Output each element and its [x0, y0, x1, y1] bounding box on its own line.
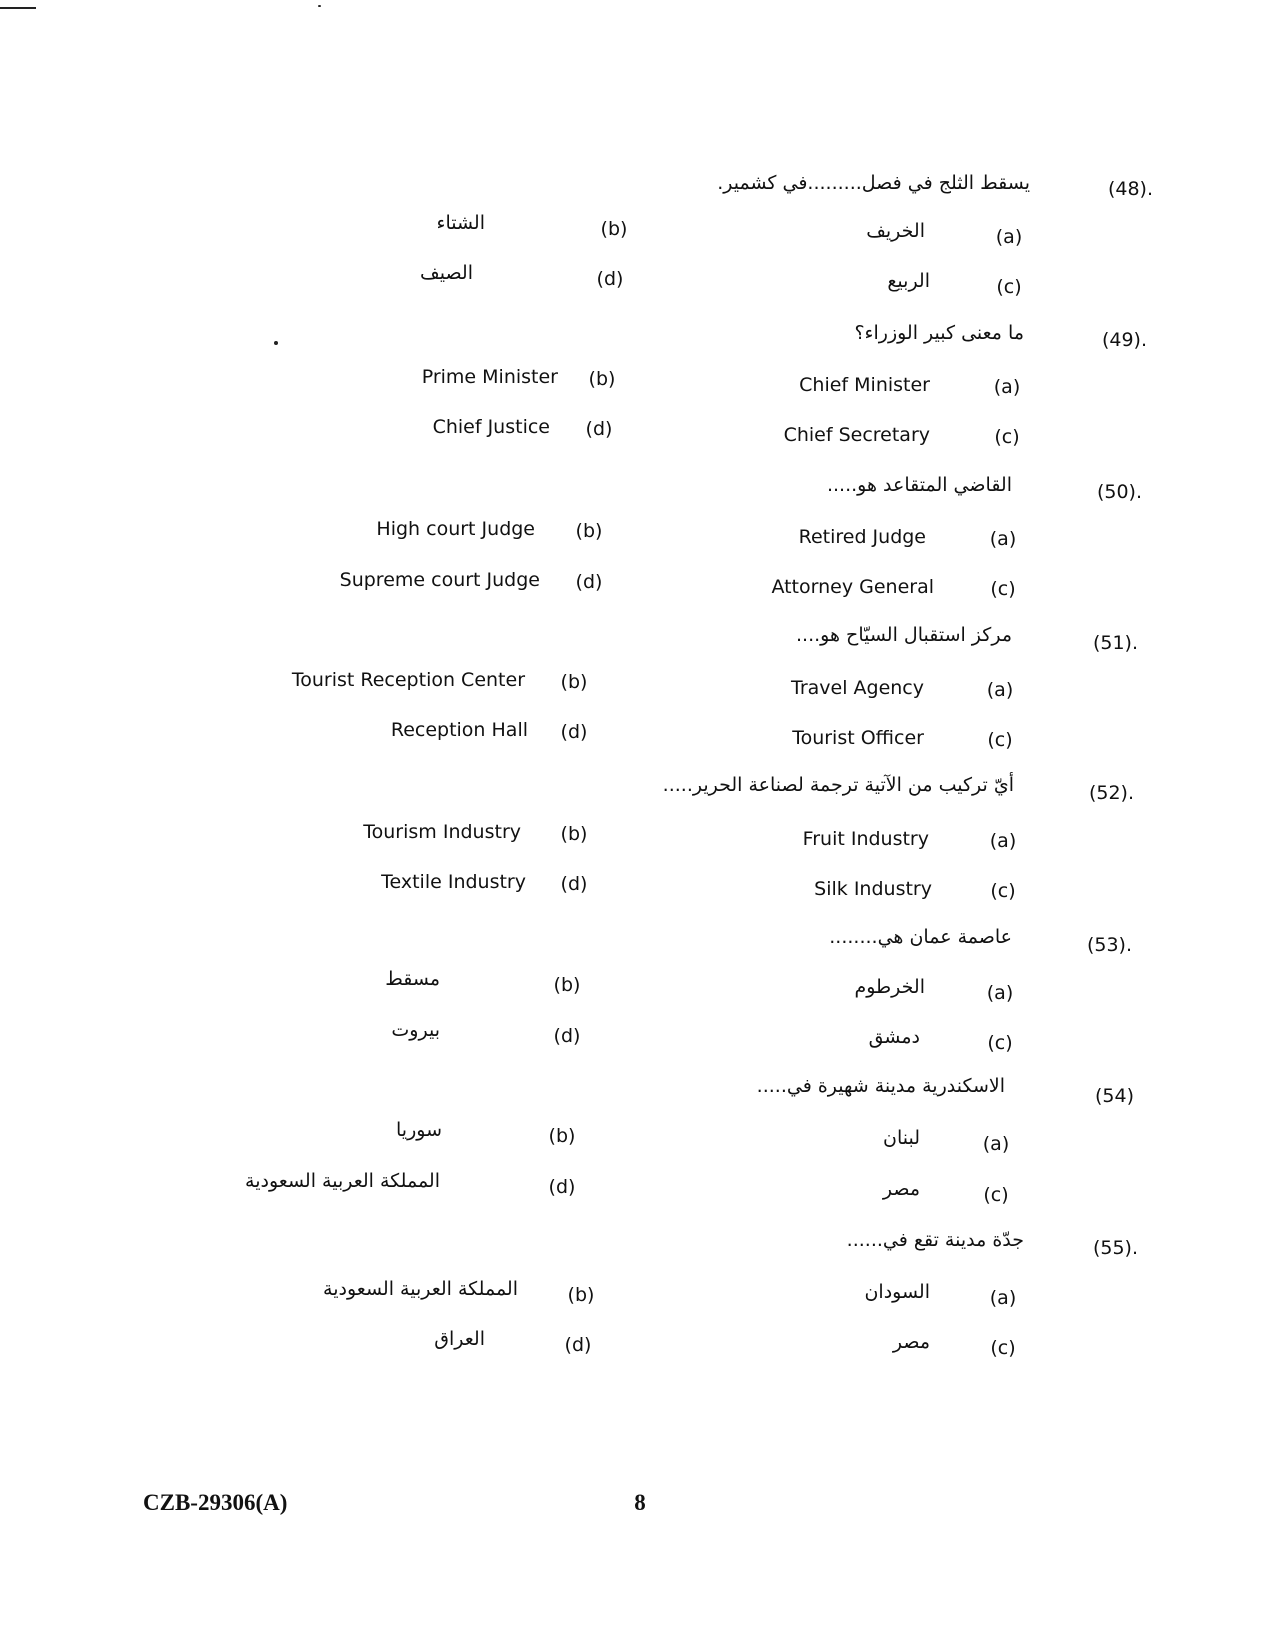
option-label-c: (c) — [994, 426, 1020, 448]
option-label-b: (b) — [548, 1125, 576, 1147]
option-d: المملكة العربية السعودية — [245, 1170, 440, 1192]
option-label-b: (b) — [575, 520, 603, 542]
option-c: دمشق — [868, 1026, 920, 1048]
option-d: الصيف — [420, 262, 473, 284]
question-number: (55). — [1092, 1237, 1138, 1259]
scan-speck — [274, 341, 278, 345]
option-label-b: (b) — [567, 1284, 595, 1306]
option-label-c: (c) — [996, 276, 1022, 298]
option-b: المملكة العربية السعودية — [323, 1278, 518, 1300]
option-c: Tourist Officer — [792, 727, 924, 749]
option-label-d: (d) — [560, 873, 588, 895]
option-d: Chief Justice — [432, 416, 550, 438]
option-c: الربيع — [887, 270, 930, 292]
scan-mark — [0, 7, 36, 9]
option-label-a: (a) — [982, 1133, 1010, 1155]
option-label-d: (d) — [575, 571, 603, 593]
option-d: العراق — [434, 1328, 485, 1350]
question-text: الاسكندرية مدينة شهيرة في..... — [756, 1075, 1005, 1097]
question-number: (50). — [1096, 481, 1142, 503]
option-label-d: (d) — [553, 1025, 581, 1047]
option-a: Retired Judge — [798, 526, 926, 548]
option-b: High court Judge — [376, 518, 535, 540]
question-text: ما معنى كبير الوزراء؟ — [854, 322, 1024, 344]
question-number: (54) — [1094, 1085, 1134, 1107]
option-a: Fruit Industry — [802, 828, 929, 850]
option-label-a: (a) — [989, 1287, 1017, 1309]
option-b: Tourism Industry — [363, 821, 521, 843]
option-label-a: (a) — [986, 982, 1014, 1004]
option-a: الخرطوم — [854, 976, 925, 998]
option-label-c: (c) — [990, 1337, 1016, 1359]
paper-code: CZB-29306(A) — [143, 1490, 288, 1515]
option-label-b: (b) — [560, 823, 588, 845]
option-label-b: (b) — [600, 218, 628, 240]
option-a: لبنان — [883, 1127, 920, 1149]
option-b: مسقط — [385, 968, 440, 990]
option-d: بيروت — [391, 1019, 440, 1041]
option-label-c: (c) — [983, 1184, 1009, 1206]
option-label-b: (b) — [553, 974, 581, 996]
scan-speck — [318, 5, 321, 7]
option-label-b: (b) — [560, 671, 588, 693]
option-b: الشتاء — [436, 212, 485, 234]
option-d: Reception Hall — [390, 719, 528, 741]
option-a: السودان — [864, 1281, 930, 1303]
option-label-c: (c) — [987, 729, 1013, 751]
option-label-a: (a) — [986, 679, 1014, 701]
option-label-c: (c) — [990, 578, 1016, 600]
option-a: الخريف — [866, 220, 925, 242]
question-number: (51). — [1092, 632, 1138, 654]
option-label-a: (a) — [995, 226, 1023, 248]
question-text: أيّ تركيب من الآتية ترجمة لصناعة الحرير..... — [662, 774, 1014, 796]
option-label-a: (a) — [989, 528, 1017, 550]
option-label-d: (d) — [564, 1334, 592, 1356]
option-d: Supreme court Judge — [339, 569, 540, 591]
question-number: (53). — [1086, 934, 1132, 956]
question-text: عاصمة عمان هي........ — [829, 926, 1012, 948]
option-a: Chief Minister — [799, 374, 930, 396]
question-text: مركز استقبال السيّاح هو.... — [796, 624, 1012, 646]
option-d: Textile Industry — [381, 871, 526, 893]
question-number: (49). — [1101, 329, 1147, 351]
option-label-d: (d) — [596, 268, 624, 290]
option-label-d: (d) — [548, 1176, 576, 1198]
option-b: Tourist Reception Center — [291, 669, 525, 691]
question-number: (52). — [1088, 782, 1134, 804]
option-a: Travel Agency — [791, 677, 924, 699]
option-label-a: (a) — [993, 376, 1021, 398]
question-text: جدّة مدينة تقع في...... — [846, 1229, 1024, 1251]
option-c: Silk Industry — [814, 878, 932, 900]
option-label-c: (c) — [990, 880, 1016, 902]
option-label-a: (a) — [989, 830, 1017, 852]
question-text: يسقط الثلج في فصل.........في كشمير. — [717, 172, 1030, 194]
option-label-c: (c) — [987, 1032, 1013, 1054]
option-b: سوريا — [396, 1119, 442, 1141]
page-number: 8 — [634, 1490, 646, 1515]
option-label-b: (b) — [588, 368, 616, 390]
question-number: (48). — [1107, 178, 1153, 200]
option-label-d: (d) — [585, 418, 613, 440]
option-label-d: (d) — [560, 721, 588, 743]
option-c: Attorney General — [771, 576, 934, 598]
option-b: Prime Minister — [421, 366, 558, 388]
option-c: مصر — [882, 1178, 920, 1200]
option-c: Chief Secretary — [783, 424, 930, 446]
question-text: القاضي المتقاعد هو..... — [826, 474, 1012, 496]
option-c: مصر — [892, 1331, 930, 1353]
